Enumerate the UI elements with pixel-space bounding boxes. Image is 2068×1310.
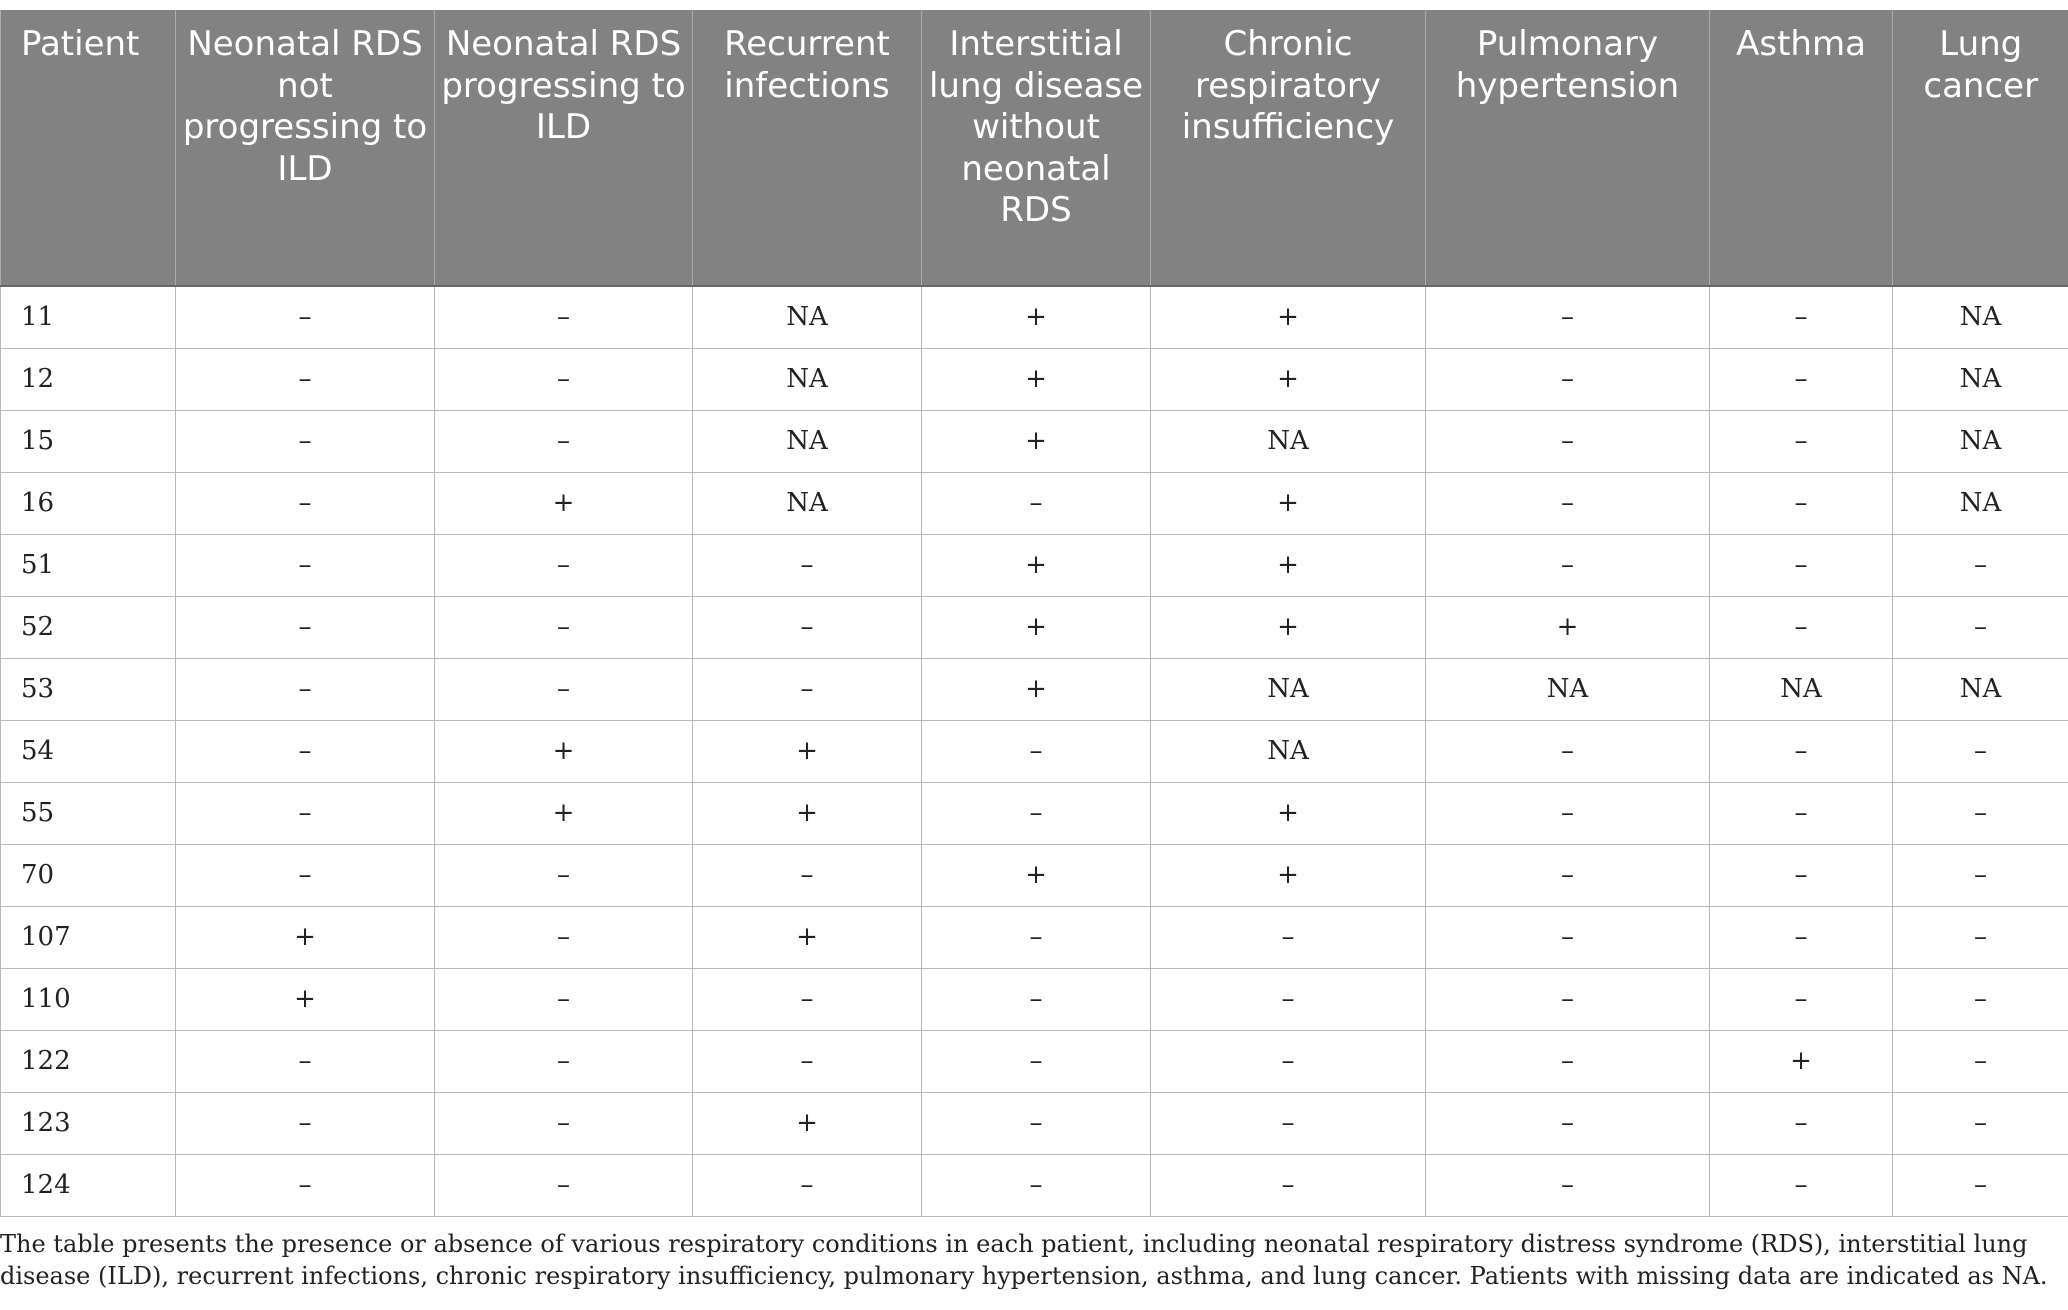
cell-lung-cancer: – bbox=[1893, 1030, 2068, 1092]
cell-recurrent-infections: – bbox=[693, 658, 922, 720]
cell-ild-without-neonatal-rds: + bbox=[922, 410, 1151, 472]
cell-neonatal-rds-not-progressing: – bbox=[176, 596, 435, 658]
cell-chronic-respiratory-insufficiency: + bbox=[1151, 534, 1426, 596]
cell-asthma: – bbox=[1710, 596, 1893, 658]
cell-neonatal-rds-progressing: – bbox=[435, 410, 693, 472]
cell-recurrent-infections: NA bbox=[693, 286, 922, 348]
cell-patient-id: 54 bbox=[1, 720, 176, 782]
cell-lung-cancer: NA bbox=[1893, 472, 2068, 534]
cell-lung-cancer: – bbox=[1893, 844, 2068, 906]
cell-chronic-respiratory-insufficiency: NA bbox=[1151, 720, 1426, 782]
cell-patient-id: 70 bbox=[1, 844, 176, 906]
cell-lung-cancer: – bbox=[1893, 1154, 2068, 1216]
cell-neonatal-rds-not-progressing: – bbox=[176, 1030, 435, 1092]
cell-lung-cancer: NA bbox=[1893, 286, 2068, 348]
cell-chronic-respiratory-insufficiency: + bbox=[1151, 782, 1426, 844]
table-row bbox=[1, 782, 2068, 844]
cell-asthma: + bbox=[1710, 1030, 1893, 1092]
cell-ild-without-neonatal-rds: – bbox=[922, 1154, 1151, 1216]
cell-neonatal-rds-not-progressing: – bbox=[176, 1154, 435, 1216]
cell-neonatal-rds-not-progressing: – bbox=[176, 410, 435, 472]
table-row bbox=[1, 1092, 2068, 1154]
cell-neonatal-rds-progressing: – bbox=[435, 844, 693, 906]
cell-ild-without-neonatal-rds: – bbox=[922, 1030, 1151, 1092]
cell-recurrent-infections: + bbox=[693, 782, 922, 844]
cell-neonatal-rds-not-progressing: – bbox=[176, 720, 435, 782]
table-row bbox=[1, 596, 2068, 658]
cell-pulmonary-hypertension: – bbox=[1426, 844, 1710, 906]
cell-chronic-respiratory-insufficiency: – bbox=[1151, 906, 1426, 968]
cell-recurrent-infections: NA bbox=[693, 472, 922, 534]
cell-recurrent-infections: – bbox=[693, 534, 922, 596]
cell-asthma: – bbox=[1710, 968, 1893, 1030]
respiratory-conditions-table bbox=[0, 10, 2068, 1217]
cell-lung-cancer: – bbox=[1893, 596, 2068, 658]
cell-neonatal-rds-progressing: – bbox=[435, 1154, 693, 1216]
cell-lung-cancer: – bbox=[1893, 1092, 2068, 1154]
cell-pulmonary-hypertension: – bbox=[1426, 782, 1710, 844]
cell-chronic-respiratory-insufficiency: NA bbox=[1151, 658, 1426, 720]
cell-ild-without-neonatal-rds: + bbox=[922, 844, 1151, 906]
header-neonatal-rds-progressing: Neonatal RDS progressing to ILD bbox=[435, 10, 693, 286]
cell-pulmonary-hypertension: – bbox=[1426, 1154, 1710, 1216]
cell-asthma: – bbox=[1710, 1092, 1893, 1154]
cell-asthma: – bbox=[1710, 472, 1893, 534]
cell-ild-without-neonatal-rds: + bbox=[922, 348, 1151, 410]
cell-neonatal-rds-not-progressing: – bbox=[176, 472, 435, 534]
cell-asthma: – bbox=[1710, 720, 1893, 782]
header-lung-cancer: Lung cancer bbox=[1893, 10, 2068, 286]
cell-ild-without-neonatal-rds: + bbox=[922, 658, 1151, 720]
table-container bbox=[0, 10, 2068, 1217]
cell-asthma: – bbox=[1710, 534, 1893, 596]
cell-patient-id: 124 bbox=[1, 1154, 176, 1216]
cell-lung-cancer: – bbox=[1893, 968, 2068, 1030]
cell-pulmonary-hypertension: – bbox=[1426, 1030, 1710, 1092]
cell-recurrent-infections: – bbox=[693, 1030, 922, 1092]
cell-lung-cancer: NA bbox=[1893, 410, 2068, 472]
cell-recurrent-infections: NA bbox=[693, 348, 922, 410]
cell-asthma: – bbox=[1710, 782, 1893, 844]
table-body bbox=[1, 286, 2068, 1216]
cell-lung-cancer: – bbox=[1893, 534, 2068, 596]
table-row bbox=[1, 348, 2068, 410]
cell-patient-id: 12 bbox=[1, 348, 176, 410]
table-footnote: The table presents the presence or absence of various respiratory conditions in each patient, including neonatal respiratory distress syndrome (RDS), interstitial lung disease (ILD), recurrent infections, chronic respiratory insufficiency, pulmonary hypertension, asthma, and lung cancer. Patients with missing data are indicated as NA. bbox=[0, 1230, 2048, 1290]
table-row bbox=[1, 968, 2068, 1030]
cell-ild-without-neonatal-rds: – bbox=[922, 472, 1151, 534]
cell-neonatal-rds-not-progressing: – bbox=[176, 1092, 435, 1154]
cell-pulmonary-hypertension: – bbox=[1426, 286, 1710, 348]
cell-asthma: NA bbox=[1710, 658, 1893, 720]
cell-recurrent-infections: + bbox=[693, 1092, 922, 1154]
cell-ild-without-neonatal-rds: – bbox=[922, 782, 1151, 844]
cell-patient-id: 53 bbox=[1, 658, 176, 720]
cell-patient-id: 122 bbox=[1, 1030, 176, 1092]
cell-chronic-respiratory-insufficiency: + bbox=[1151, 596, 1426, 658]
cell-asthma: – bbox=[1710, 410, 1893, 472]
cell-pulmonary-hypertension: – bbox=[1426, 906, 1710, 968]
cell-pulmonary-hypertension: – bbox=[1426, 472, 1710, 534]
cell-neonatal-rds-not-progressing: – bbox=[176, 286, 435, 348]
cell-recurrent-infections: + bbox=[693, 720, 922, 782]
cell-patient-id: 16 bbox=[1, 472, 176, 534]
header-chronic-respiratory-insufficiency: Chronic respiratory insufficiency bbox=[1151, 10, 1426, 286]
cell-neonatal-rds-progressing: – bbox=[435, 906, 693, 968]
cell-neonatal-rds-progressing: + bbox=[435, 472, 693, 534]
cell-chronic-respiratory-insufficiency: – bbox=[1151, 968, 1426, 1030]
cell-pulmonary-hypertension: – bbox=[1426, 968, 1710, 1030]
cell-patient-id: 110 bbox=[1, 968, 176, 1030]
cell-chronic-respiratory-insufficiency: + bbox=[1151, 348, 1426, 410]
cell-ild-without-neonatal-rds: – bbox=[922, 906, 1151, 968]
cell-ild-without-neonatal-rds: – bbox=[922, 720, 1151, 782]
cell-ild-without-neonatal-rds: + bbox=[922, 286, 1151, 348]
cell-chronic-respiratory-insufficiency: – bbox=[1151, 1154, 1426, 1216]
cell-neonatal-rds-not-progressing: – bbox=[176, 534, 435, 596]
cell-neonatal-rds-progressing: – bbox=[435, 596, 693, 658]
table-row bbox=[1, 1030, 2068, 1092]
cell-ild-without-neonatal-rds: – bbox=[922, 1092, 1151, 1154]
cell-patient-id: 123 bbox=[1, 1092, 176, 1154]
cell-asthma: – bbox=[1710, 286, 1893, 348]
header-pulmonary-hypertension: Pulmonary hypertension bbox=[1426, 10, 1710, 286]
cell-chronic-respiratory-insufficiency: – bbox=[1151, 1092, 1426, 1154]
table-row bbox=[1, 844, 2068, 906]
cell-ild-without-neonatal-rds: + bbox=[922, 596, 1151, 658]
header-row bbox=[1, 10, 2068, 286]
cell-asthma: – bbox=[1710, 906, 1893, 968]
cell-lung-cancer: – bbox=[1893, 906, 2068, 968]
table-header bbox=[1, 10, 2068, 286]
cell-chronic-respiratory-insufficiency: + bbox=[1151, 286, 1426, 348]
cell-neonatal-rds-progressing: + bbox=[435, 720, 693, 782]
table-row bbox=[1, 906, 2068, 968]
cell-pulmonary-hypertension: NA bbox=[1426, 658, 1710, 720]
cell-recurrent-infections: – bbox=[693, 1154, 922, 1216]
cell-lung-cancer: NA bbox=[1893, 348, 2068, 410]
header-neonatal-rds-not-progressing: Neonatal RDS not progressing to ILD bbox=[176, 10, 435, 286]
header-patient: Patient bbox=[1, 10, 176, 286]
cell-ild-without-neonatal-rds: – bbox=[922, 968, 1151, 1030]
cell-neonatal-rds-progressing: – bbox=[435, 286, 693, 348]
table-row bbox=[1, 472, 2068, 534]
cell-neonatal-rds-progressing: – bbox=[435, 348, 693, 410]
cell-neonatal-rds-progressing: – bbox=[435, 1030, 693, 1092]
header-asthma: Asthma bbox=[1710, 10, 1893, 286]
cell-recurrent-infections: – bbox=[693, 968, 922, 1030]
cell-pulmonary-hypertension: – bbox=[1426, 1092, 1710, 1154]
cell-neonatal-rds-not-progressing: – bbox=[176, 782, 435, 844]
cell-pulmonary-hypertension: – bbox=[1426, 348, 1710, 410]
table-row bbox=[1, 1154, 2068, 1216]
cell-neonatal-rds-progressing: – bbox=[435, 968, 693, 1030]
cell-patient-id: 51 bbox=[1, 534, 176, 596]
cell-neonatal-rds-not-progressing: – bbox=[176, 658, 435, 720]
cell-recurrent-infections: – bbox=[693, 596, 922, 658]
cell-neonatal-rds-not-progressing: – bbox=[176, 348, 435, 410]
cell-pulmonary-hypertension: + bbox=[1426, 596, 1710, 658]
cell-recurrent-infections: + bbox=[693, 906, 922, 968]
header-ild-without-neonatal-rds: Interstitial lung disease without neonatal RDS bbox=[922, 10, 1151, 286]
cell-pulmonary-hypertension: – bbox=[1426, 534, 1710, 596]
cell-lung-cancer: – bbox=[1893, 782, 2068, 844]
cell-asthma: – bbox=[1710, 348, 1893, 410]
cell-patient-id: 52 bbox=[1, 596, 176, 658]
cell-patient-id: 11 bbox=[1, 286, 176, 348]
cell-asthma: – bbox=[1710, 1154, 1893, 1216]
cell-chronic-respiratory-insufficiency: + bbox=[1151, 844, 1426, 906]
cell-recurrent-infections: – bbox=[693, 844, 922, 906]
cell-ild-without-neonatal-rds: + bbox=[922, 534, 1151, 596]
cell-neonatal-rds-progressing: + bbox=[435, 782, 693, 844]
cell-patient-id: 55 bbox=[1, 782, 176, 844]
cell-neonatal-rds-progressing: – bbox=[435, 658, 693, 720]
cell-chronic-respiratory-insufficiency: NA bbox=[1151, 410, 1426, 472]
table-row bbox=[1, 658, 2068, 720]
cell-neonatal-rds-not-progressing: + bbox=[176, 906, 435, 968]
cell-lung-cancer: NA bbox=[1893, 658, 2068, 720]
cell-neonatal-rds-progressing: – bbox=[435, 1092, 693, 1154]
header-recurrent-infections: Recurrent infections bbox=[693, 10, 922, 286]
cell-patient-id: 15 bbox=[1, 410, 176, 472]
cell-chronic-respiratory-insufficiency: – bbox=[1151, 1030, 1426, 1092]
cell-pulmonary-hypertension: – bbox=[1426, 410, 1710, 472]
table-row bbox=[1, 286, 2068, 348]
cell-neonatal-rds-not-progressing: + bbox=[176, 968, 435, 1030]
cell-recurrent-infections: NA bbox=[693, 410, 922, 472]
cell-neonatal-rds-progressing: – bbox=[435, 534, 693, 596]
cell-pulmonary-hypertension: – bbox=[1426, 720, 1710, 782]
cell-chronic-respiratory-insufficiency: + bbox=[1151, 472, 1426, 534]
table-row bbox=[1, 534, 2068, 596]
cell-lung-cancer: – bbox=[1893, 720, 2068, 782]
cell-neonatal-rds-not-progressing: – bbox=[176, 844, 435, 906]
table-row bbox=[1, 720, 2068, 782]
cell-asthma: – bbox=[1710, 844, 1893, 906]
table-row bbox=[1, 410, 2068, 472]
cell-patient-id: 107 bbox=[1, 906, 176, 968]
